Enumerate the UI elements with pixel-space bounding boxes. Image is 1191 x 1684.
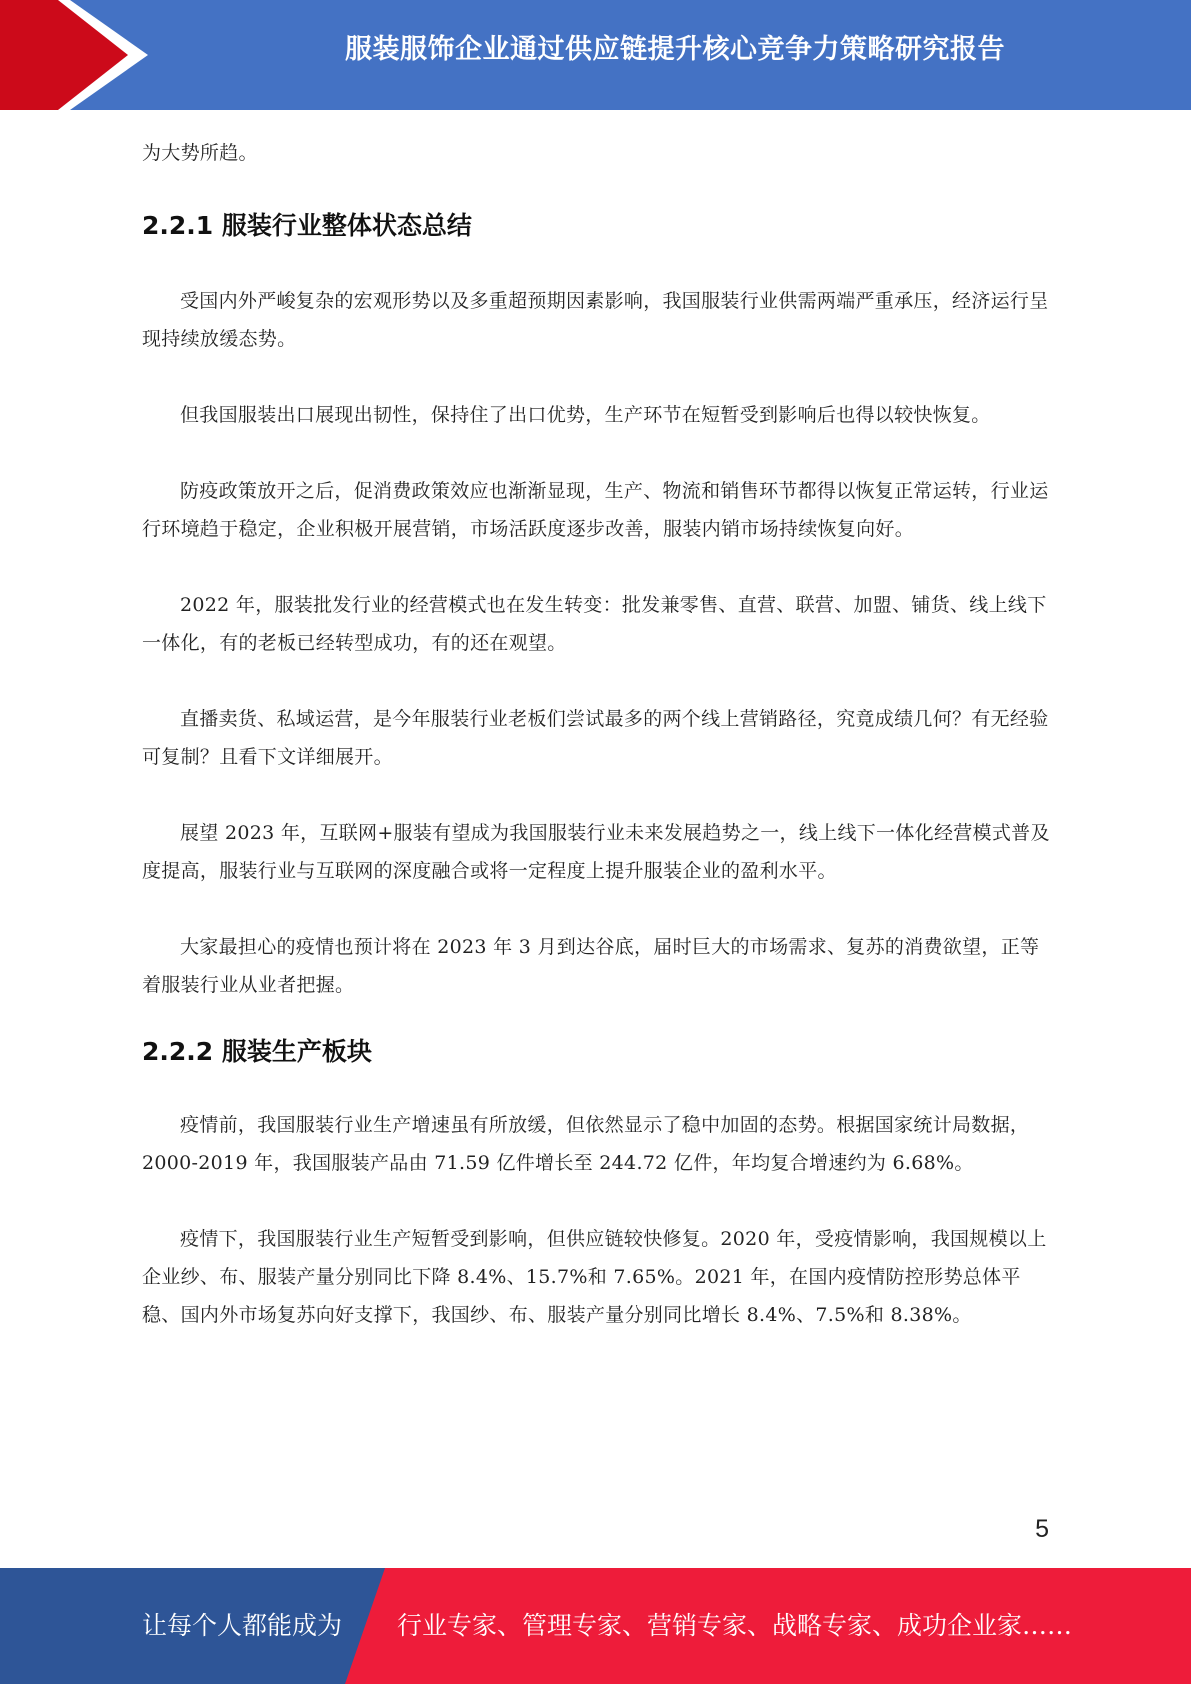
paragraph: 但我国服装出口展现出韧性，保持住了出口优势，生产环节在短暂受到影响后也得以较快恢复。	[180, 404, 991, 426]
paragraph: 大家最担心的疫情也预计将在 2023 年 3 月到达谷底，届时巨大的市场需求、复苏的消费欲望，正等着服装行业从业者把握。	[142, 936, 1040, 996]
paragraph: 疫情下，我国服装行业生产短暂受到影响，但供应链较快修复。2020 年，受疫情影响，我国规模以上企业纱、布、服装产量分别同比下降 8.4%、15.7%和 7.65%。2021 年，在国内疫情防控形势总体平稳、国内外市场复苏向好支撑下，我国纱、布、服装产量分别同比增长 8.4%、7.5%和 8.38%。	[142, 1228, 1047, 1326]
continuation-text: 为大势所趋。	[142, 142, 258, 164]
paragraph: 受国内外严峻复杂的宏观形势以及多重超预期因素影响，我国服装行业供需两端严重承压，经济运行呈现持续放缓态势。	[142, 290, 1049, 350]
header-chevron-decoration	[0, 0, 160, 110]
section-heading-2-2-2: 2.2.2 服装生产板块	[142, 1037, 372, 1066]
page-footer	[0, 1568, 1191, 1684]
report-title: 服装服饰企业通过供应链提升核心竞争力策略研究报告	[345, 34, 1005, 65]
footer-slogan-right: 行业专家、管理专家、营销专家、战略专家、成功企业家……	[397, 1611, 1073, 1640]
page-number: 5	[1035, 1515, 1049, 1543]
footer-slogan-left: 让每个人都能成为	[142, 1611, 343, 1640]
paragraph: 展望 2023 年，互联网+服装有望成为我国服装行业未来发展趋势之一，线上线下一体化经营模式普及度提高，服装行业与互联网的深度融合或将一定程度上提升服装企业的盈利水平。	[142, 822, 1050, 882]
paragraph: 防疫政策放开之后，促消费政策效应也渐渐显现，生产、物流和销售环节都得以恢复正常运转，行业运行环境趋于稳定，企业积极开展营销，市场活跃度逐步改善，服装内销市场持续恢复向好。	[142, 480, 1049, 540]
section-heading-2-2-1: 2.2.1 服装行业整体状态总结	[142, 211, 472, 240]
page-content	[142, 134, 1052, 1334]
paragraph: 2022 年，服装批发行业的经营模式也在发生转变：批发兼零售、直营、联营、加盟、铺货、线上线下一体化，有的老板已经转型成功，有的还在观望。	[142, 594, 1047, 654]
page-header	[0, 0, 1191, 110]
paragraph: 疫情前，我国服装行业生产增速虽有所放缓，但依然显示了稳中加固的态势。根据国家统计局数据，2000-2019 年，我国服装产品由 71.59 亿件增长至 244.72 亿件，年均复合增速约为 6.68%。	[142, 1114, 1030, 1174]
paragraph: 直播卖货、私域运营，是今年服装行业老板们尝试最多的两个线上营销路径，究竟成绩几何？有无经验可复制？且看下文详细展开。	[142, 708, 1049, 768]
